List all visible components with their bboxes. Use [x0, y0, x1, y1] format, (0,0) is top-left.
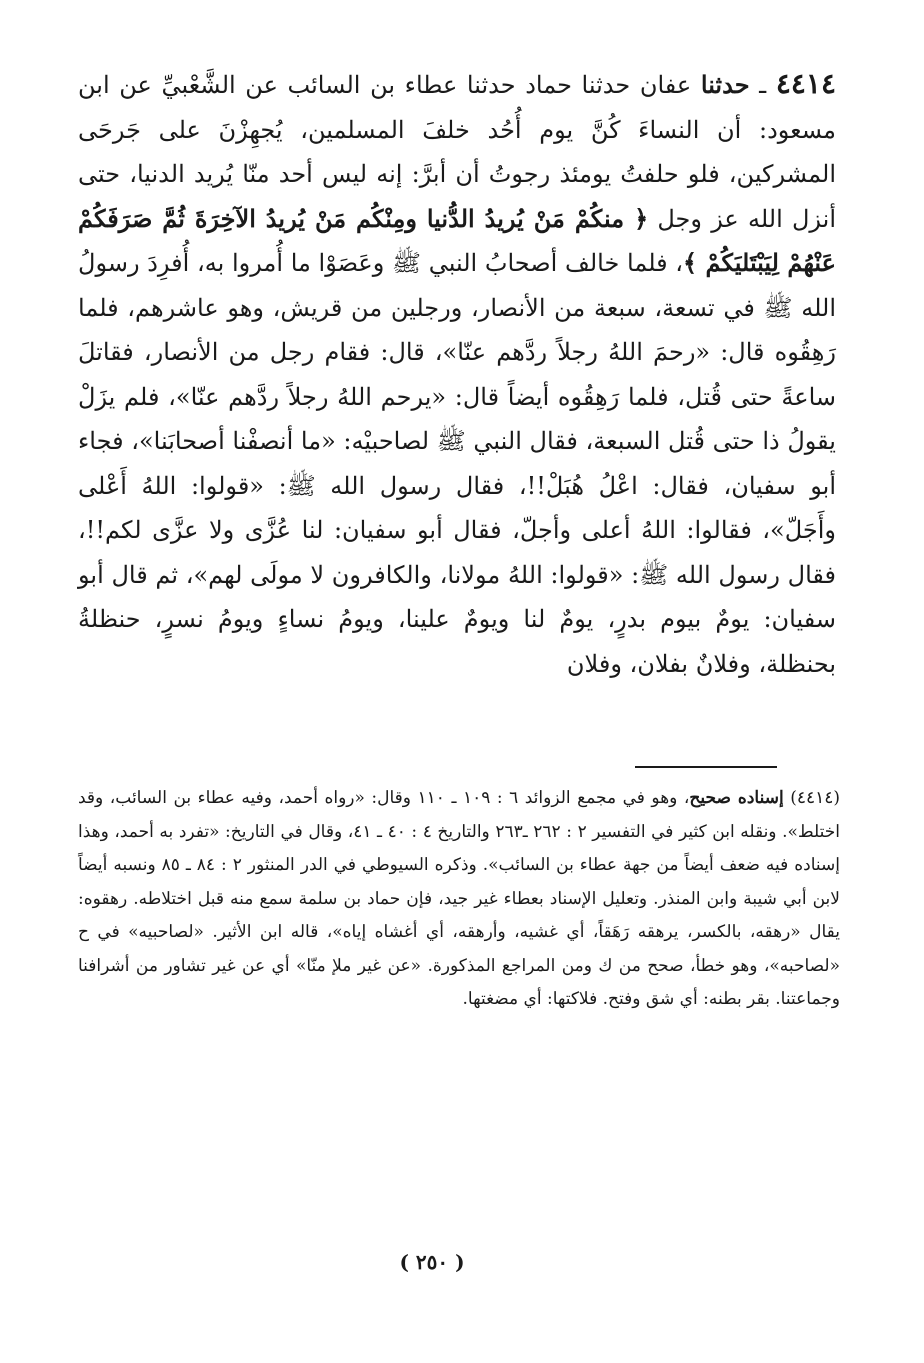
hadith-dash: ـ [749, 71, 776, 99]
footnote-separator [635, 766, 777, 768]
hadith-number: ٤٤١٤ [775, 67, 836, 100]
hadith-body-part1: عفان حدثنا حماد حدثنا عطاء بن السائب عن الشَّعْبيِّ عن ابن مسعود: أن النساءَ كُنَّ يوم أُحُد خلفَ المسلمين، يُجهِزْنَ على جَرحَى المشركين، فلو حلفتُ يومئذ رجوتُ أن أبرَّ: إنه ليس أحد منّا يُريد الدنيا، حتى أنزل الله عز وجل [78, 71, 836, 233]
footnote [78, 782, 840, 1017]
hadith-text [78, 62, 836, 686]
quran-verse: ﴿ منكُمْ مَنْ يُريدُ الدُّنيا ومِنْكُم مَنْ يُريدُ الآخِرَةَ ثُمَّ صَرَفَكُمْ عَنْهُمْ لِيَبْتَليَكُمْ ﴾ [78, 203, 836, 277]
footnote-text: ، وهو في مجمع الزوائد ٦ : ١٠٩ ـ ١١٠ وقال: «رواه أحمد، وفيه عطاء بن السائب، وقد اختلط». ونقله ابن كثير في التفسير ٢ : ٢٦٢ ـ٢٦٣ والتاريخ ٤ : ٤٠ ـ ٤١، وقال في التاريخ: «تفرد به أحمد، وهذا إسناده فيه ضعف أيضاً من جهة عطاء بن السائب». وذكره السيوطي في الدر المنثور ٢ : ٨٤ ـ ٨٥ ونسبه أيضاً لابن أبي شيبة وابن المنذر. وتعليل الإسناد بعطاء غير جيد، فإن حماد بن سلمة سمع منه قبل اختلاطه. رهقوه: يقال «رهقه، بالكسر، يرهقه رَهَقاً، أي غشيه، وأرهقه، أي أغشاه إياه»، قاله ابن الأثير. «لصاحبيه» في ح «لصاحبه»، وهو خطأ، صحح من ك ومن المراجع المذكورة. «عن غير ملإ منّا» أي عن غير تشاور من أشرافنا وجماعتنا. بقر بطنه: أي شق وفتح. فلاكتها: أي مضغتها. [78, 788, 841, 1009]
page-number: ( ٢٥٠ ) [399, 1250, 465, 1274]
footnote-label: إسناده صحيح [689, 788, 784, 808]
hadith-body-part2: ، فلما خالف أصحابُ النبي ﷺ وعَصَوْا ما أُمروا به، أُفرِدَ رسولُ الله ﷺ في تسعة، سبعة من الأنصار، ورجلين من قريش، وهو عاشرهم، فلما رَهِقُوه قال: «رحمَ اللهُ رجلاً ردَّهم عنّا»، قال: فقام رجل من الأنصار، فقاتلَ ساعةً حتى قُتل، فلما رَهِقُوه أيضاً قال: «يرحم اللهُ رجلاً ردَّهم عنّا»، فلم يزَلْ يقولُ ذا حتى قُتل السبعة، فقال النبي ﷺ لصاحبيْه: «ما أنصفْنا أصحابَنا»، فجاء أبو سفيان، فقال: اعْلُ هُبَلْ!!، فقال رسول الله ﷺ: «قولوا: اللهُ أَعْلى وأَجَلّ»، فقالوا: اللهُ أعلى وأجلّ، فقال أبو سفيان: لنا عُزَّى ولا عزَّى لكم!!، فقال رسول الله ﷺ: «قولوا: اللهُ مولانا، والكافرون لا مولَى لهم»، ثم قال أبو سفيان: يومٌ بيوم بدرٍ، يومٌ لنا ويومٌ علينا، ويومُ نساءٍ ويومُ نسرٍ، حنظلةُ بحنظلة، وفلانٌ بفلان، وفلان [78, 249, 836, 678]
footnote-number: (٤٤١٤) [790, 788, 840, 808]
hadith-lead-word: حدثنا [700, 70, 750, 99]
